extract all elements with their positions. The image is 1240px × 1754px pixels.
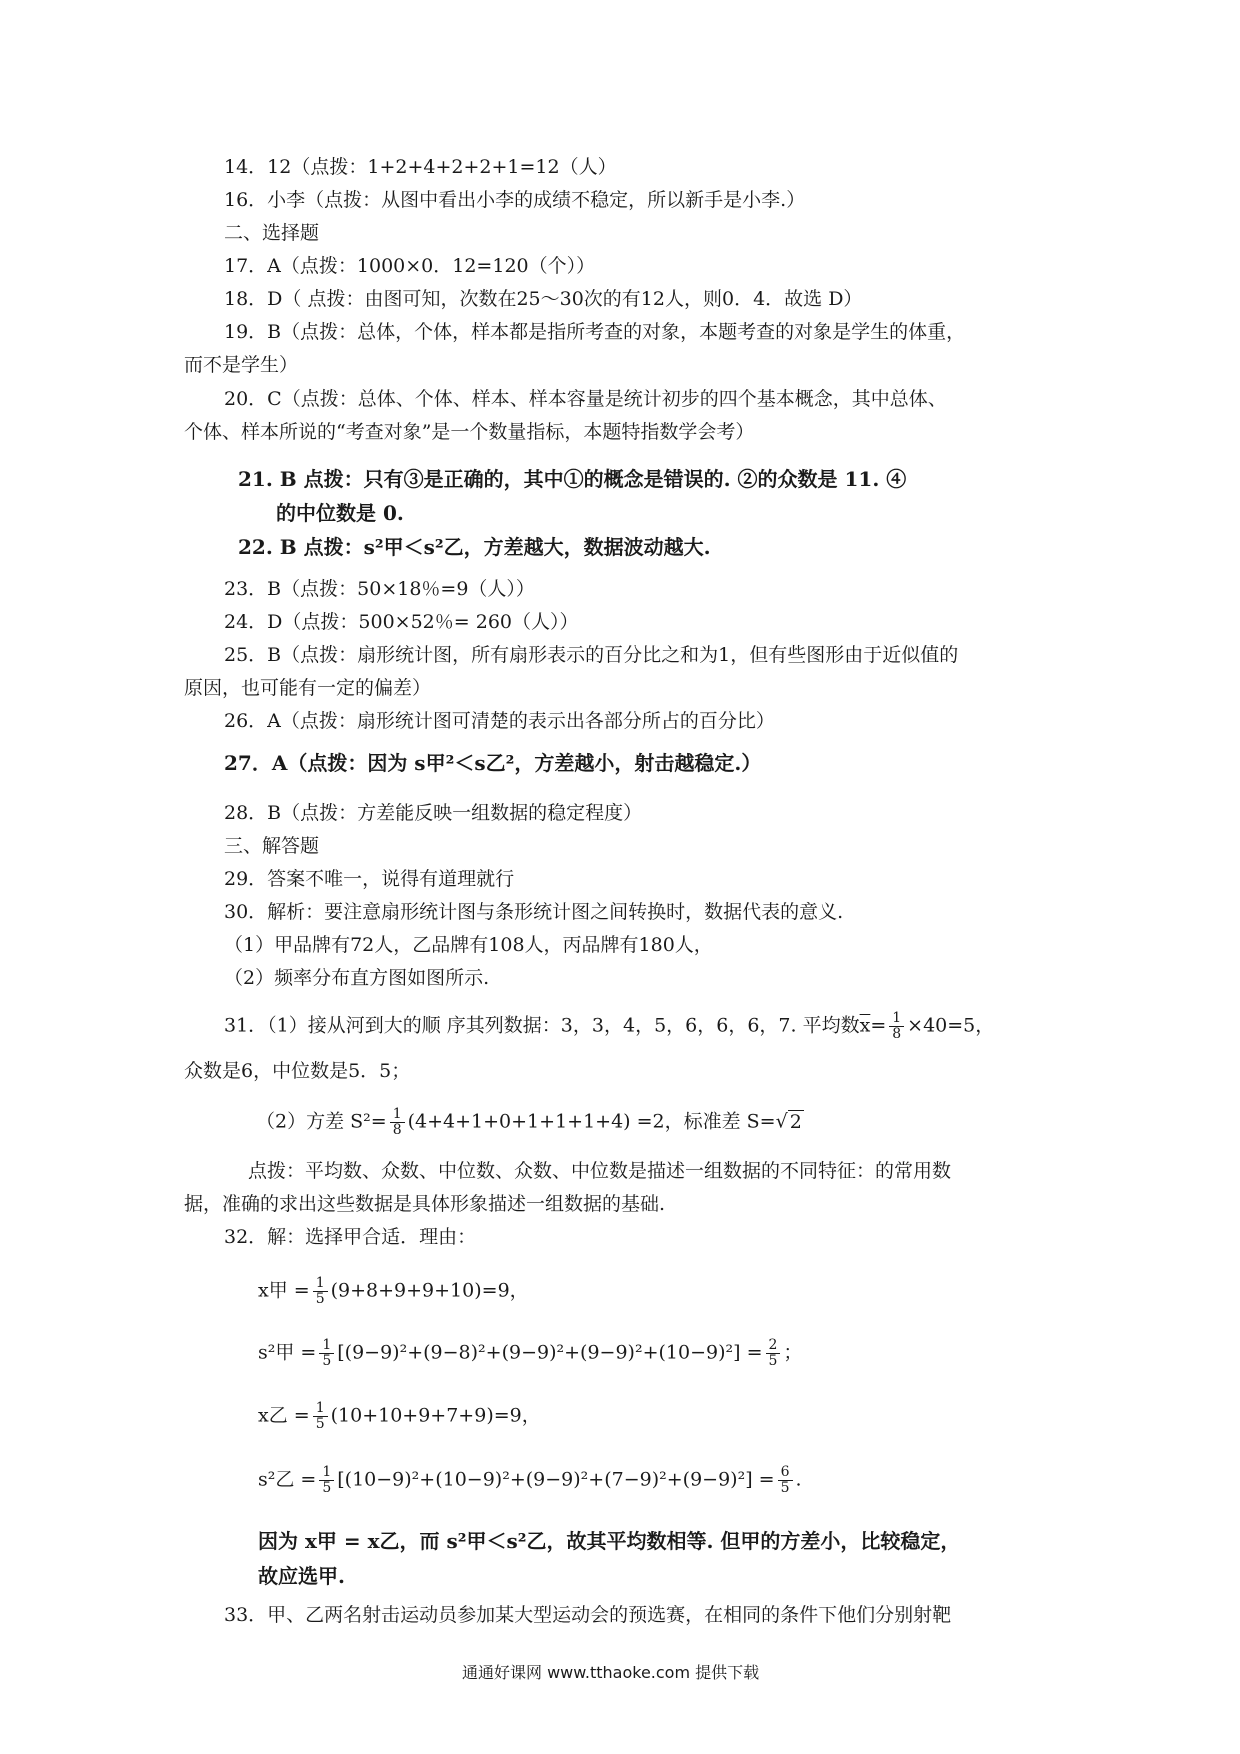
answer-30-part1: （1）甲品牌有72人，乙品牌有108人，丙品牌有180人， (224, 934, 713, 956)
answer-31-line1: 31．（1）接从河到大的顺 序其列数据：3，3，4，5，6，6，6，7. 平均数$\overline{x}=$ $\frac{1}{8}$ ×40=5， (224, 1010, 995, 1042)
answer-31-hint-line2: 据，准确的求出这些数据是具体形象描述一组数据的基础. (184, 1193, 666, 1215)
fraction: $\frac{1}{5}$ (313, 1276, 328, 1307)
answer-25-line1: 25．B（点拨：扇形统计图，所有扇形表示的百分比之和为1，但有些图形由于近似值的 (224, 644, 959, 666)
answer-30-part2: （2）频率分布直方图如图所示. (224, 967, 490, 989)
fraction: $\frac{6}{5}$ (778, 1465, 793, 1496)
footer-text: 通通好课网 www.tthaoke.com 提供下载 (462, 1663, 760, 1682)
fraction: $\frac{1}{5}$ (313, 1401, 328, 1432)
equation-variance-jia: s²甲 = $\frac{1}{5}$ [(9−9)²+(9−8)²+(9−9)²+(9−9)²+(10−9)²] = $\frac{2}{5}$ ； (258, 1337, 803, 1369)
answer-23: 23．B（点拨：50×18％=9（人）） (224, 578, 535, 600)
answer-20-line2: 个体、样本所说的“考查对象”是一个数量指标，本题特指数学会考） (184, 421, 755, 443)
fraction: $\frac{1}{8}$ (390, 1107, 405, 1138)
answer-31-part2: （2）方差 S²= $\frac{1}{8}$ (4+4+1+0+1+1+1+4) =2，标准差 S=√ 2 (256, 1106, 802, 1138)
answer-19-line2: 而不是学生） (184, 354, 299, 376)
section-heading-choice: 二、选择题 (224, 222, 320, 244)
answer-26: 26．A（点拨：扇形统计图可清楚的表示出各部分所占的百分比） (224, 710, 775, 732)
section-heading-solutions: 三、解答题 (224, 835, 320, 857)
fraction: $\frac{1}{8}$ (889, 1011, 904, 1042)
answer-20-line1: 20．C（点拨：总体、个体、样本、样本容量是统计初步的四个基本概念，其中总体、 (224, 388, 947, 410)
answer-21-line1: 21. B 点拨：只有③是正确的，其中①的概念是错误的. ②的众数是 11. ④ (238, 467, 907, 491)
answer-28: 28．B（点拨：方差能反映一组数据的稳定程度） (224, 802, 643, 824)
conclusion-line1: 因为 x甲 = x乙，而 s²甲＜s²乙，故其平均数相等. 但甲的方差小，比较稳定， (258, 1529, 961, 1553)
answer-33: 33．甲、乙两名射击运动员参加某大型运动会的预选赛，在相同的条件下他们分别射靶 (224, 1604, 952, 1626)
mean-symbol: $\overline{x}$ (859, 1014, 871, 1037)
answer-32: 32．解：选择甲合适．理由： (224, 1226, 477, 1248)
answer-24: 24．D（点拨：500×52％= 260（人）） (224, 611, 579, 633)
equation-mean-jia: x甲 = $\frac{1}{5}$ (9+8+9+9+10)=9， (258, 1275, 529, 1307)
answer-18: 18．D（ 点拨：由图可知，次数在25～30次的有12人，则0．4．故选 D） (224, 288, 863, 310)
answer-17: 17．A（点拨：1000×0．12=120（个）） (224, 255, 596, 277)
radicand: 2 (789, 1110, 802, 1133)
equation-mean-yi: x乙 = $\frac{1}{5}$ (10+10+9+7+9)=9， (258, 1400, 541, 1432)
answer-27: 27．A（点拨：因为 s甲²＜s乙²，方差越小，射击越稳定.） (224, 751, 762, 775)
answer-22: 22. B 点拨：s²甲＜s²乙，方差越大，数据波动越大. (238, 535, 711, 559)
answer-14: 14．12（点拨：1+2+4+2+2+1=12（人） (224, 156, 617, 178)
answer-16: 16．小李（点拨：从图中看出小李的成绩不稳定，所以新手是小李.） (224, 189, 806, 211)
answer-25-line2: 原因，也可能有一定的偏差） (184, 677, 432, 699)
fraction: $\frac{2}{5}$ (766, 1338, 781, 1369)
equation-variance-yi: s²乙 = $\frac{1}{5}$ [(10−9)²+(10−9)²+(9−9)²+(7−9)²+(9−9)²] = $\frac{6}{5}$ . (258, 1464, 802, 1496)
answer-31-line2: 众数是6，中位数是5．5； (184, 1060, 411, 1082)
answer-19-line1: 19．B（点拨：总体，个体，样本都是指所考查的对象，本题考查的对象是学生的体重， (224, 321, 966, 343)
conclusion-line2: 故应选甲. (258, 1564, 345, 1588)
answer-21-line2: 的中位数是 0. (276, 501, 404, 525)
answer-30: 30．解析：要注意扇形统计图与条形统计图之间转换时，数据代表的意义. (224, 901, 844, 923)
fraction: $\frac{1}{5}$ (319, 1465, 334, 1496)
answer-31-hint-line1: 点拨：平均数、众数、中位数、众数、中位数是描述一组数据的不同特征：的常用数 (248, 1160, 952, 1182)
fraction: $\frac{1}{5}$ (319, 1338, 334, 1369)
answer-29: 29．答案不唯一，说得有道理就行 (224, 868, 515, 890)
